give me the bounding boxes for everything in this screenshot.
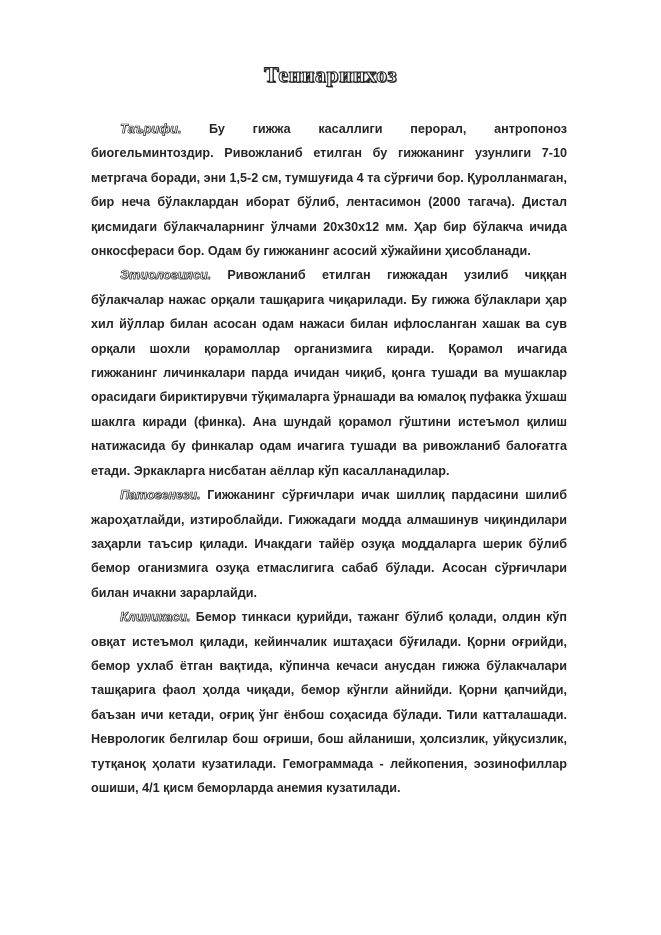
document-body <box>91 117 567 800</box>
paragraph-heading-etiology: Этиологияси. <box>120 268 212 283</box>
paragraph-clinical <box>91 605 567 800</box>
paragraph-heading-pathogenesis: Патогенези. <box>120 488 201 503</box>
paragraph-etiology <box>91 263 567 483</box>
document-title: Тениаринхоз <box>263 62 398 87</box>
paragraph-heading-definition: Таърифи. <box>120 122 182 136</box>
paragraph-text-clinical: Бемор тинкаси қурийди, тажанг бўлиб қолади, олдин кўп овқат истеъмол қилади, кейинчалик иштаҳаси бўғилади. Қорни оғрийди, бемор ухлаб ётган вақтида, кўпинча кечаси анусдан гижжа бўлакчалари ташқарига фаол ҳолда чиқади, бемор кўнгли айнийди. Қорни қапчийди, баъзан ичи кетади, оғриқ ўнг ёнбош соҳасида бўлади. Тили катталашади. Неврологик белгилар бош оғриши, бош айланиши, ҳолсизлик, уйқусизлик, тутқаноқ ҳолати кузатилади. Гемограммада - лейкопения, эозинофиллар ошиши, 4/1 қисм беморларда анемия кузатилади. <box>91 610 567 795</box>
paragraph-definition <box>91 117 567 263</box>
paragraph-text-pathogenesis: Гижжанинг сўрғичлари ичак шиллиқ пардасини шилиб жароҳатлайди, изтироблайди. Гижжадаги модда алмашинув чиқиндилари заҳарли таъсир қилади. Ичакдаги тайёр озуқа моддаларга шерик бўлиб бемор оганизмига озуқа етмаслигига сабаб бўлади. Асосан сўрғичлари билан ичакни зарарлайди. <box>91 488 567 600</box>
paragraph-pathogenesis <box>91 483 567 605</box>
paragraph-heading-clinical: Клиникаси. <box>120 610 191 625</box>
paragraph-text-definition: Бу гижжа касаллиги перорал, антропоноз биогельминтоздир. Ривожланиб етилган бу гижжанинг узунлиги 7-10 метргача боради, эни 1,5-2 см, тумшуғида 4 та сўрғичи бор. Қуролланмаган, бир неча бўлаклардан иборат бўлиб, лентасимон (2000 тагача). Дистал қисмидаги бўлакчаларнинг ўлчами 20х30х12 мм. Ҳар бир бўлакча ичида онкосфераси бор. Одам бу гижжанинг асосий хўжайини ҳисобланади. <box>91 122 567 259</box>
paragraph-text-etiology: Ривожланиб етилган гижжадан узилиб чиққан бўлакчалар нажас орқали ташқарига чиқарилади. Бу гижжа бўлаклари ҳар хил йўллар билан асосан одам нажаси билан ифлосланган хашак ва сув орқали шохли қорамоллар организмига киради. Қорамол ичагида гижжанинг личинкалари парда ичидан чиқиб, қонга тушади ва мушаклар орасидаги бириктирувчи тўқималарга ўрнашади ва юмалоқ пуфакка ўхшаш шаклга киради (финка). Ана шундай қорамол гўштини истеъмол қилиш натижасида бу финкалар одам ичагига тушади ва ривожланиб балоғатга етади. Эркакларга нисбатан аёллар кўп касалланадилар. <box>91 268 567 478</box>
